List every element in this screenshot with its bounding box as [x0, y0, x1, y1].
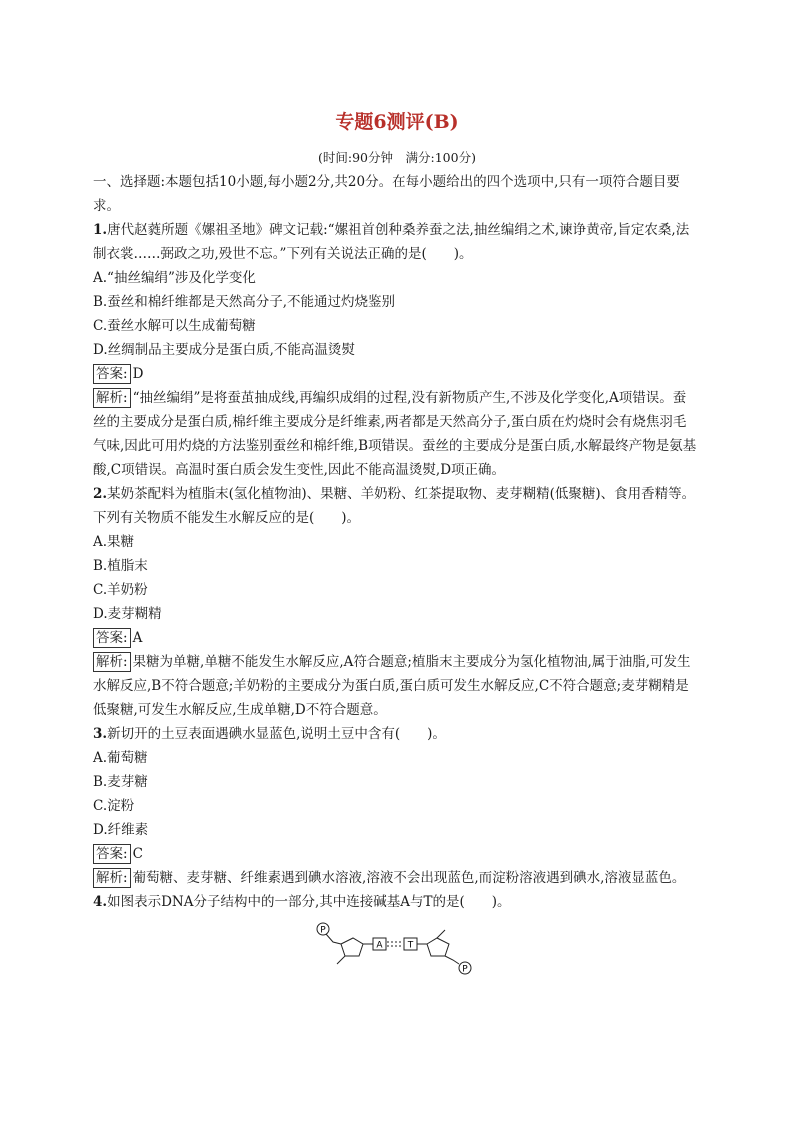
question-number: 2.: [93, 486, 108, 502]
bond-sugar-p-right: [445, 956, 459, 964]
question-4-stem: [93, 890, 699, 914]
base-t-label: T: [407, 940, 414, 951]
option-3a: A.葡萄糖: [93, 750, 148, 766]
option-3b: B.麦芽糖: [93, 774, 148, 790]
answer-value: A: [132, 630, 143, 646]
answer-value: C: [132, 846, 143, 862]
option-1b: B.蚕丝和棉纤维都是天然高分子,不能通过灼烧鉴别: [93, 294, 396, 310]
option-3c: C.淀粉: [93, 798, 135, 814]
question-1-stem: [93, 218, 699, 266]
phosphate-right-label: P: [462, 964, 468, 975]
analysis-tag: 解析:: [93, 388, 131, 408]
answer-tag: 答案:: [93, 844, 131, 864]
dna-diagram: [93, 920, 699, 980]
analysis-text: 果糖为单糖,单糖不能发生水解反应,A符合题意;植脂末主要成分为氢化植物油,属于油脂,可发生水解反应,B不符合题意;羊奶粉的主要成分为蛋白质,蛋白质可发生水解反应,C不符合题意;麦芽糊精是低聚糖,可发生水解反应,生成单糖,D不符合题意。: [93, 654, 691, 718]
option-1c: C.蚕丝水解可以生成葡萄糖: [93, 318, 256, 334]
analysis-text: “抽丝编绢”是将蚕茧抽成线,再编织成绢的过程,没有新物质产生,不涉及化学变化,A项错误。蚕丝的主要成分是蛋白质,棉纤维主要成分是纤维素,两者都是天然高分子,蛋白质在灼烧时会有烧焦羽毛气味,因此可用灼烧的方法鉴别蚕丝和棉纤维,B项错误。蚕丝的主要成分是蛋白质,水解最终产物是氨基酸,C项错误。高温时蛋白质会发生变性,因此不能高温烫熨,D项正确。: [93, 390, 697, 478]
sugar-right-tail: [437, 930, 445, 938]
sugar-right: [427, 938, 449, 956]
question-number: 4.: [93, 894, 108, 910]
question-3-stem: [93, 722, 699, 746]
answer-3: [93, 842, 699, 866]
option-2c: C.羊奶粉: [93, 582, 148, 598]
answer-value: D: [132, 366, 144, 382]
analysis-2: [93, 650, 699, 722]
analysis-1: [93, 386, 699, 482]
answer-1: [93, 362, 699, 386]
option-2d: D.麦芽糊精: [93, 606, 162, 622]
question-2-stem: [93, 482, 699, 530]
option-3d: D.纤维素: [93, 822, 149, 838]
section-heading: 一、选择题:本题包括10小题,每小题2分,共20分。在每小题给出的四个选项中,只有一项符合题目要求。: [93, 174, 680, 214]
sugar-left-tail: [337, 956, 345, 964]
sugar-left: [341, 938, 363, 956]
analysis-tag: 解析:: [93, 652, 131, 672]
answer-2: [93, 626, 699, 650]
page-title: 专题6测评(B): [335, 111, 459, 133]
analysis-tag: 解析:: [93, 868, 131, 888]
question-text: 新切开的土豆表面遇碘水显蓝色,说明土豆中含有( )。: [107, 726, 446, 742]
answer-tag: 答案:: [93, 628, 131, 648]
answer-tag: 答案:: [93, 364, 131, 384]
analysis-text: 葡萄糖、麦芽糖、纤维素遇到碘水溶液,溶液不会出现蓝色,而淀粉溶液遇到碘水,溶液显蓝色。: [132, 870, 686, 886]
analysis-3: [93, 866, 699, 890]
question-text: 唐代赵蕤所题《嫘祖圣地》碑文记载:“嫘祖首创种桑养蚕之法,抽丝编绢之术,谏诤黄帝,旨定农桑,法制衣裳……弼政之功,殁世不忘。”下列有关说法正确的是( )。: [93, 222, 690, 262]
question-text: 某奶茶配料为植脂末(氢化植物油)、果糖、羊奶粉、红茶提取物、麦芽糊精(低聚糖)、食用香精等。下列有关物质不能发生水解反应的是( )。: [93, 486, 696, 526]
question-number: 1.: [93, 222, 108, 238]
content: [93, 170, 699, 980]
option-1d: D.丝绸制品主要成分是蛋白质,不能高温烫熨: [93, 342, 355, 358]
exam-meta: (时间:90分钟 满分:100分): [318, 150, 476, 165]
option-2a: A.果糖: [93, 534, 135, 550]
phosphate-left-label: P: [320, 925, 326, 936]
question-text: 如图表示DNA分子结构中的一部分,其中连接碱基A与T的是( )。: [107, 894, 511, 910]
bond-p-sugar-left: [326, 934, 341, 944]
option-1a: A.“抽丝编绢”涉及化学变化: [93, 270, 256, 286]
question-number: 3.: [93, 726, 108, 742]
option-2b: B.植脂末: [93, 558, 148, 574]
base-a-label: A: [376, 940, 383, 951]
dna-structure-figure: [313, 920, 483, 978]
